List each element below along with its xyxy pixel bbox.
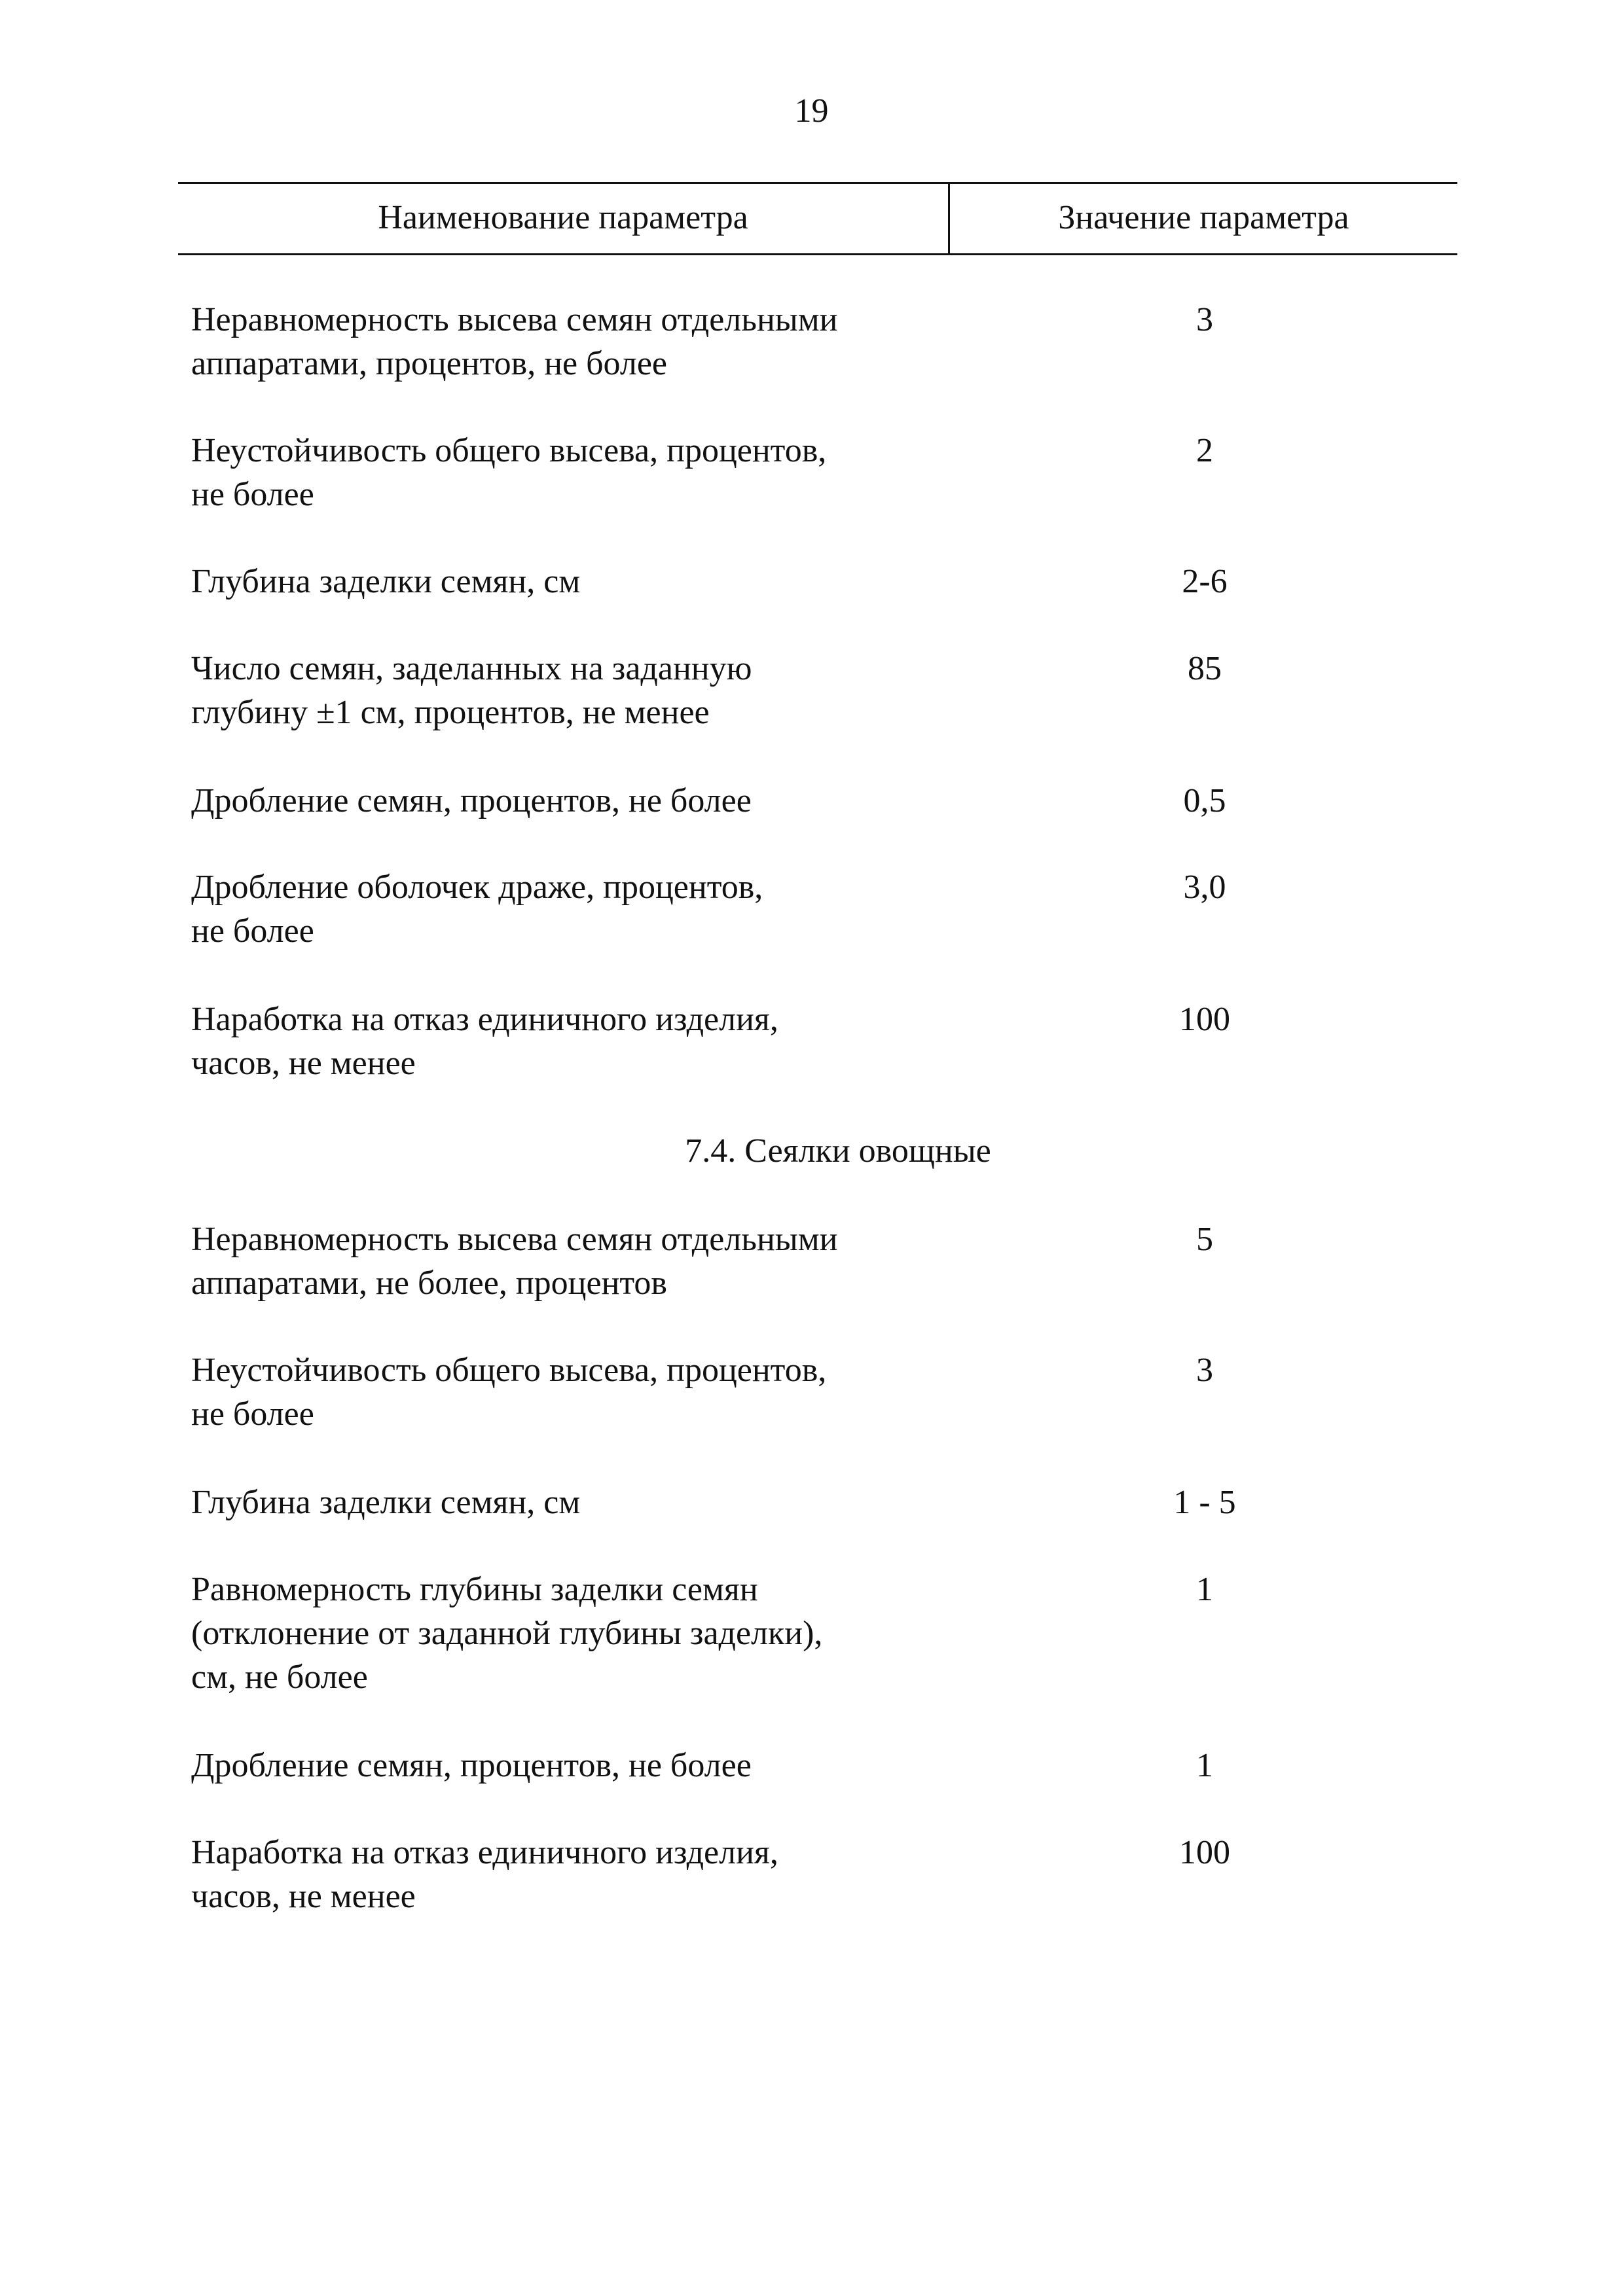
param-value: 5 [1196, 1221, 1213, 1258]
param-name: Равномерность глубины заделки семян (отклонение от заданной глубины заделки), см, не более [191, 1571, 823, 1696]
param-name: Глубина заделки семян, см [191, 1484, 581, 1521]
param-value: 2-6 [1182, 563, 1228, 600]
param-name: Наработка на отказ единичного изделия, часов, не менее [191, 1834, 778, 1915]
param-column-header: Наименование параметра [378, 199, 748, 236]
param-name: Неравномерность высева семян отдельными аппаратами, процентов, не более [191, 301, 838, 382]
param-value: 3,0 [1183, 869, 1226, 906]
table-header [178, 182, 1457, 255]
param-value: 3 [1196, 1352, 1213, 1389]
param-name: Неравномерность высева семян отдельными аппаратами, не более, процентов [191, 1221, 838, 1302]
value-column-header: Значение параметра [1058, 199, 1349, 236]
param-name: Дробление семян, процентов, не более [191, 1747, 752, 1784]
param-name: Дробление семян, процентов, не более [191, 782, 752, 819]
page-number: 19 [794, 92, 829, 130]
param-name: Наработка на отказ единичного изделия, часов, не менее [191, 1001, 778, 1082]
param-value: 85 [1188, 650, 1222, 687]
param-name: Неустойчивость общего высева, процентов, не более [191, 1352, 827, 1433]
param-value: 1 [1196, 1747, 1213, 1784]
param-name: Число семян, заделанных на заданную глубину ±1 см, процентов, не менее [191, 650, 752, 731]
param-value: 1 [1196, 1571, 1213, 1608]
param-value: 100 [1179, 1001, 1230, 1038]
param-value: 100 [1179, 1834, 1230, 1871]
section-title: 7.4. Сеялки овощные [685, 1132, 991, 1170]
param-value: 0,5 [1183, 782, 1226, 819]
param-name: Дробление оболочек драже, процентов, не более [191, 869, 763, 950]
param-name: Неустойчивость общего высева, процентов, не более [191, 432, 827, 513]
param-value: 1 - 5 [1173, 1484, 1236, 1521]
param-value: 3 [1196, 301, 1213, 338]
param-value: 2 [1196, 432, 1213, 469]
param-name: Глубина заделки семян, см [191, 563, 581, 600]
